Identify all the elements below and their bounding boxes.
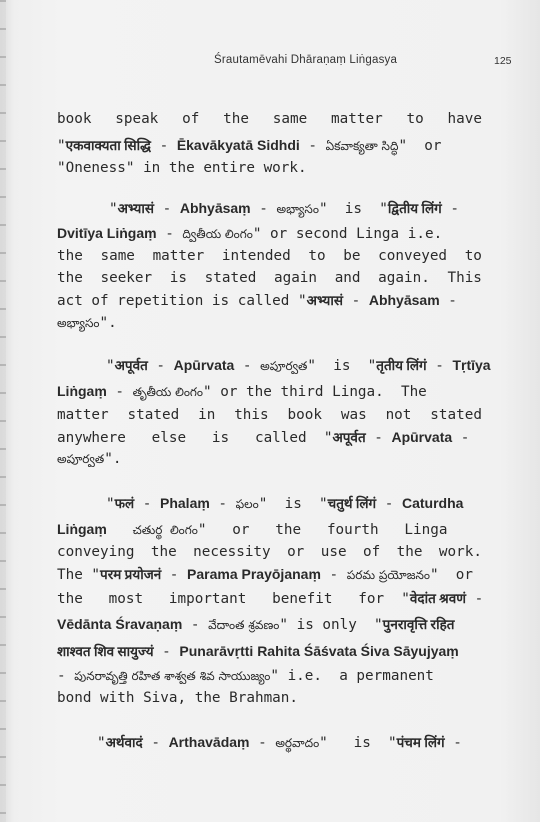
- transliteration-text: Parama Prayōjanaṃ: [187, 566, 321, 582]
- text-fragment: to: [308, 248, 326, 264]
- text-fragment: was: [340, 407, 367, 423]
- telugu-text: చతుర్థ లింగం: [132, 523, 198, 537]
- text-fragment: book: [57, 111, 92, 127]
- transliteration-text: Tṛtīya: [452, 357, 491, 373]
- text-fragment: ": [106, 496, 115, 512]
- text-fragment: same: [100, 248, 135, 264]
- text-fragment: -: [182, 617, 209, 633]
- devanagari-text: वेदांत श्रवणं: [409, 591, 466, 606]
- text-fragment: matter: [152, 248, 205, 264]
- devanagari-text: अभ्यासं: [306, 293, 344, 308]
- devanagari-text: चतुर्थ लिंगं: [327, 496, 377, 511]
- text-line: [106, 493, 463, 513]
- devanagari-text: पंचम लिंगं: [396, 735, 445, 750]
- text-fragment: ".: [99, 315, 117, 331]
- running-title: Śrautamēvahi Dhāraṇaṃ Liṅgasya: [214, 54, 398, 66]
- text-fragment: not: [385, 407, 412, 423]
- telugu-text: అర్థవాదం: [275, 736, 320, 750]
- text-fragment: -: [250, 201, 277, 217]
- text-fragment: -: [142, 735, 169, 751]
- text-fragment: the: [223, 111, 249, 127]
- text-fragment: -: [299, 138, 326, 154]
- text-fragment: -: [209, 496, 236, 512]
- telugu-text: అపూర్వత: [57, 452, 105, 466]
- text-fragment: " is ": [319, 735, 397, 751]
- text-fragment: in: [198, 407, 216, 423]
- text-fragment: -: [153, 644, 180, 660]
- text-fragment: ": [57, 138, 66, 154]
- text-fragment: -: [161, 567, 188, 583]
- text-line: [57, 427, 469, 447]
- text-line: [109, 198, 459, 218]
- text-line: [57, 290, 457, 310]
- telugu-text: ద్వితీయ లింగం: [182, 227, 253, 241]
- transliteration-text: Arthavādaṃ: [168, 734, 250, 750]
- text-fragment: ": [106, 358, 115, 374]
- page-number: 125: [494, 55, 512, 67]
- text-fragment: work.: [438, 544, 482, 560]
- text-fragment: of: [363, 544, 381, 560]
- page-header: [0, 54, 540, 74]
- text-fragment: to: [406, 111, 424, 127]
- text-fragment: be: [343, 248, 361, 264]
- text-fragment: -: [465, 591, 484, 607]
- devanagari-text: फलं: [114, 496, 135, 511]
- text-fragment: act of repetition is called ": [57, 293, 307, 309]
- text-fragment: have: [447, 111, 482, 127]
- telugu-text: అపూర్వత: [260, 359, 308, 373]
- telugu-text: తృతీయ లింగం: [132, 385, 203, 399]
- transliteration-text: Ēkavākyatā Sidhdi: [176, 137, 300, 153]
- text-fragment: " or the third Linga. The: [203, 384, 427, 400]
- text-fragment: " or second Linga i.e.: [252, 226, 443, 242]
- text-line: [97, 732, 462, 752]
- telugu-text: ఏకవాక్యతా సిద్ధి: [325, 139, 399, 153]
- text-fragment: " is ": [307, 358, 377, 374]
- text-fragment: bond with Siva, the Brahman.: [57, 690, 299, 706]
- text-fragment: stated: [204, 270, 257, 286]
- text-fragment: -: [134, 496, 160, 512]
- text-line: [57, 542, 482, 562]
- text-line: [57, 641, 459, 661]
- text-fragment: this: [234, 407, 269, 423]
- devanagari-text: परम प्रयोजनं: [100, 567, 162, 582]
- transliteration-text: Dvitīya Liṅgaṃ: [57, 225, 157, 241]
- text-fragment: speak: [115, 111, 159, 127]
- text-line: [57, 109, 482, 129]
- text-fragment: the: [57, 270, 83, 286]
- text-fragment: -: [343, 293, 369, 309]
- devanagari-text: तृतीय लिंगं: [376, 358, 427, 373]
- text-fragment: -: [441, 201, 459, 217]
- transliteration-text: Liṅgaṃ: [57, 521, 107, 537]
- transliteration-text: Vēdānta Śravaṇaṃ: [57, 616, 183, 632]
- text-fragment: again: [273, 270, 318, 286]
- text-line: [57, 519, 447, 539]
- text-line: [57, 564, 473, 584]
- text-fragment: stated: [127, 407, 180, 423]
- telugu-text: అభ్యాసం: [57, 316, 100, 330]
- text-fragment: " or the fourth Linga: [197, 522, 448, 538]
- text-fragment: -: [154, 201, 180, 217]
- text-fragment: " is ": [258, 496, 328, 512]
- devanagari-text: एकवाक्यता सिद्धि: [65, 138, 151, 153]
- text-fragment: is: [169, 270, 188, 286]
- text-fragment: " is ": [318, 201, 388, 217]
- transliteration-text: Apūrvata: [391, 429, 453, 445]
- text-fragment: the: [150, 544, 177, 560]
- text-line: [57, 614, 454, 634]
- text-fragment: " or: [429, 567, 474, 583]
- devanagari-text: पुनरावृत्ति रहित: [382, 617, 455, 632]
- text-fragment: or: [287, 544, 305, 560]
- text-line: [57, 246, 482, 266]
- text-fragment: -: [320, 567, 347, 583]
- text-fragment: and: [334, 270, 361, 286]
- devanagari-text: अपूर्वत: [114, 358, 148, 373]
- text-line: [57, 313, 117, 333]
- text-fragment: intended: [221, 248, 291, 264]
- telugu-text: ఫలం: [235, 497, 259, 511]
- text-fragment: This: [447, 270, 482, 286]
- text-line: [106, 355, 491, 375]
- telugu-text: పరమ ప్రయోజనం: [346, 568, 430, 582]
- text-fragment: -: [106, 384, 133, 400]
- text-fragment: matter: [57, 407, 109, 423]
- text-fragment: The ": [57, 567, 101, 583]
- transliteration-text: Phalaṃ: [160, 495, 210, 511]
- text-fragment: -: [439, 293, 457, 309]
- text-fragment: necessity: [193, 544, 271, 560]
- text-fragment: -: [57, 668, 75, 684]
- page-binding-edge: [0, 0, 6, 822]
- transliteration-text: Apūrvata: [173, 357, 235, 373]
- text-fragment: -: [452, 430, 470, 446]
- devanagari-text: शाश्वत शिव सायुज्यं: [57, 644, 154, 659]
- text-fragment: " is only ": [279, 617, 383, 633]
- text-fragment: -: [426, 358, 453, 374]
- devanagari-text: अपूर्वत: [332, 430, 366, 445]
- text-fragment: seeker: [100, 270, 153, 286]
- telugu-text: పునరావృత్తి రహిత శాశ్వత శివ సాయుజ్యం: [74, 669, 271, 683]
- text-line: [57, 223, 442, 243]
- text-line: [57, 688, 298, 708]
- text-fragment: the: [57, 248, 83, 264]
- text-fragment: " or: [398, 138, 442, 154]
- text-fragment: ": [109, 201, 118, 217]
- transliteration-text: Abhyāsaṃ: [179, 200, 251, 216]
- text-fragment: " i.e. a permanent: [270, 668, 434, 684]
- text-fragment: the: [396, 544, 423, 560]
- text-line: [57, 405, 482, 425]
- text-fragment: anywhere else is called ": [57, 430, 333, 446]
- text-fragment: to: [464, 248, 482, 264]
- text-fragment: conveying: [57, 544, 135, 560]
- text-fragment: [107, 522, 133, 538]
- telugu-text: వేదాంత శ్రవణం: [208, 618, 280, 632]
- text-line: [57, 666, 434, 686]
- text-fragment: of: [182, 111, 200, 127]
- text-line: [57, 589, 483, 609]
- text-line: [57, 449, 121, 469]
- text-fragment: "Oneness" in the entire work.: [57, 160, 307, 176]
- text-fragment: -: [376, 496, 402, 512]
- text-fragment: same: [272, 111, 308, 127]
- text-fragment: use: [320, 544, 347, 560]
- devanagari-text: अर्थवादं: [105, 735, 143, 750]
- telugu-text: అభ్యాసం: [276, 202, 319, 216]
- text-fragment: -: [365, 430, 392, 446]
- text-fragment: -: [249, 735, 276, 751]
- text-fragment: -: [147, 358, 174, 374]
- text-fragment: conveyed: [378, 248, 448, 264]
- text-line: [57, 135, 441, 155]
- transliteration-text: Abhyāsam: [368, 292, 440, 308]
- text-fragment: ": [97, 735, 106, 751]
- devanagari-text: अभ्यासं: [117, 201, 154, 216]
- text-fragment: -: [444, 735, 462, 751]
- transliteration-text: Caturdha: [402, 495, 464, 511]
- devanagari-text: द्वितीय लिंगं: [387, 201, 442, 216]
- text-fragment: the most important benefit for ": [57, 591, 410, 607]
- text-fragment: -: [150, 138, 177, 154]
- text-fragment: stated: [430, 407, 482, 423]
- text-line: [57, 158, 307, 178]
- text-fragment: again.: [378, 270, 430, 286]
- text-fragment: book: [287, 407, 322, 423]
- text-line: [57, 268, 482, 288]
- transliteration-text: Punarāvṛtti Rahita Śāśvata Śiva Sāyujyaṃ: [179, 643, 459, 659]
- text-fragment: ".: [104, 451, 122, 467]
- text-fragment: matter: [331, 111, 383, 127]
- text-fragment: -: [234, 358, 261, 374]
- transliteration-text: Liṅgaṃ: [57, 383, 107, 399]
- text-fragment: -: [156, 226, 183, 242]
- text-line: [57, 381, 427, 401]
